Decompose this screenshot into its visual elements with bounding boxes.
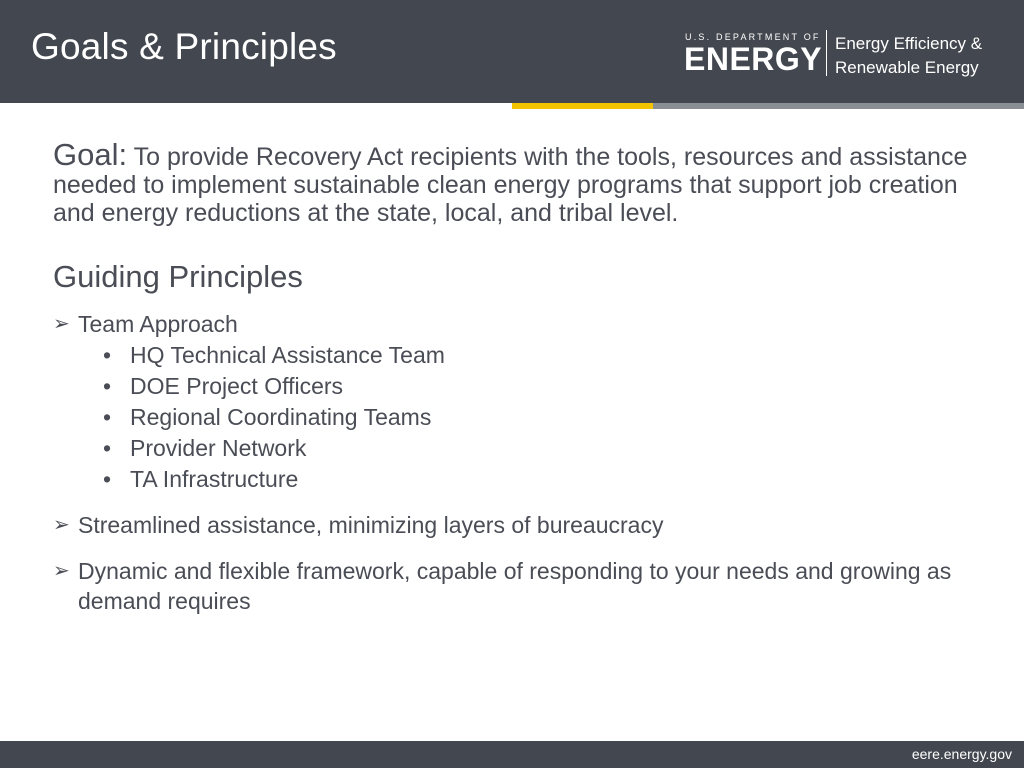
goal-label: Goal: xyxy=(53,137,128,172)
sub-item-text: Regional Coordinating Teams xyxy=(130,404,432,430)
footer-url: eere.energy.gov xyxy=(911,746,1012,762)
team-approach-sublist xyxy=(103,340,983,495)
dot-bullet-icon: • xyxy=(103,466,112,492)
sub-item xyxy=(103,402,983,433)
slide-content xyxy=(53,137,983,616)
dot-bullet-icon: • xyxy=(103,373,112,399)
accent-stripe-yellow xyxy=(512,103,653,109)
arrow-bullet-icon: ➢ xyxy=(53,514,70,536)
logo-office-line1: Energy Efficiency & xyxy=(835,34,983,53)
logo-office xyxy=(835,32,982,80)
principle-text: Dynamic and flexible framework, capable of responding to your needs and growing as demand requires xyxy=(78,558,952,614)
principle-item xyxy=(53,556,983,616)
goal-text: To provide Recovery Act recipients with the tools, resources and assistance needed to implement sustainable clean energy programs that support job creation and energy reductions at the state, local, and tribal level. xyxy=(53,143,968,227)
dot-bullet-icon: • xyxy=(103,435,112,461)
sub-item-text: DOE Project Officers xyxy=(130,373,344,399)
footer-bar xyxy=(0,741,1024,768)
sub-item xyxy=(103,433,983,464)
accent-stripe-gray xyxy=(653,103,1024,109)
goal-paragraph xyxy=(53,137,983,227)
sub-item-text: HQ Technical Assistance Team xyxy=(130,342,445,368)
principle-text: Streamlined assistance, minimizing layers of bureaucracy xyxy=(78,512,664,538)
dot-bullet-icon: • xyxy=(103,342,112,368)
page-title: Goals & Principles xyxy=(31,26,337,67)
arrow-bullet-icon: ➢ xyxy=(53,313,70,335)
logo-office-line2: Renewable Energy xyxy=(835,58,979,77)
dot-bullet-icon: • xyxy=(103,404,112,430)
principle-item xyxy=(53,510,983,540)
sub-item xyxy=(103,340,983,371)
sub-item xyxy=(103,371,983,402)
header-bar xyxy=(0,0,1024,103)
logo-agency: ENERGY xyxy=(684,41,823,77)
principle-item xyxy=(53,309,983,339)
sub-item-text: TA Infrastructure xyxy=(130,466,299,492)
logo-dept-line: U.S. DEPARTMENT OF xyxy=(685,32,821,42)
arrow-bullet-icon: ➢ xyxy=(53,560,70,582)
sub-item xyxy=(103,464,983,495)
principles-list xyxy=(53,309,983,616)
principles-heading: Guiding Principles xyxy=(53,259,303,294)
logo-divider xyxy=(826,30,827,76)
principle-text: Team Approach xyxy=(78,311,238,337)
sub-item-text: Provider Network xyxy=(130,435,307,461)
